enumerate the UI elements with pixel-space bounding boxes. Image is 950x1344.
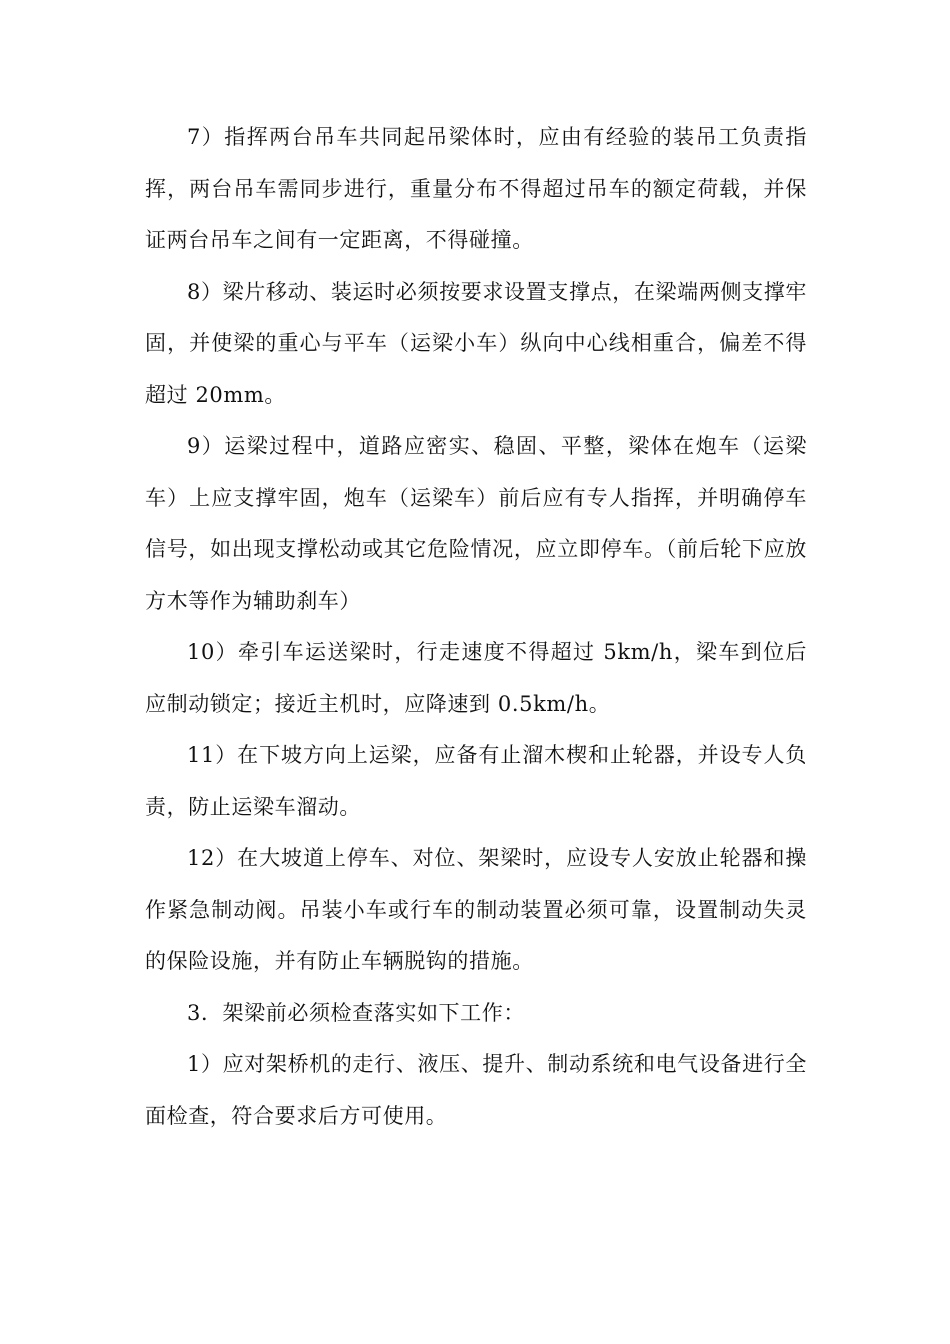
paragraph-item-7: 7）指挥两台吊车共同起吊梁体时，应由有经验的装吊工负责指挥，两台吊车需同步进行，重量分布不得超过吊车的额定荷载，并保证两台吊车之间有一定距离，不得碰撞。 (145, 125, 807, 252)
paragraph-item-11: 11）在下坡方向上运梁，应备有止溜木楔和止轮器，并设专人负责，防止运梁车溜动。 (145, 743, 807, 819)
document-body (145, 112, 807, 1142)
paragraph-item-1: 1）应对架桥机的走行、液压、提升、制动系统和电气设备进行全面检查，符合要求后方可使用。 (145, 1052, 807, 1128)
paragraph-item-8: 8）梁片移动、装运时必须按要求设置支撑点，在梁端两侧支撑牢固，并使梁的重心与平车（运梁小车）纵向中心线相重合，偏差不得超过 20mm。 (145, 279, 807, 407)
paragraph-item-9: 9）运梁过程中，道路应密实、稳固、平整，梁体在炮车（运梁车）上应支撑牢固，炮车（运梁车）前后应有专人指挥，并明确停车信号，如出现支撑松动或其它危险情况，应立即停车。（前后轮下应放方木等作为辅助刹车） (145, 434, 807, 613)
section-heading-3: 3．架梁前必须检查落实如下工作： (187, 1000, 525, 1025)
paragraph-item-10: 10）牵引车运送梁时，行走速度不得超过 5km/h，梁车到位后应制动锁定；接近主机时，应降速到 0.5km/h。 (145, 640, 807, 716)
paragraph-item-12: 12）在大坡道上停车、对位、架梁时，应设专人安放止轮器和操作紧急制动阀。吊装小车或行车的制动装置必须可靠，设置制动失灵的保险设施，并有防止车辆脱钩的措施。 (145, 846, 807, 973)
